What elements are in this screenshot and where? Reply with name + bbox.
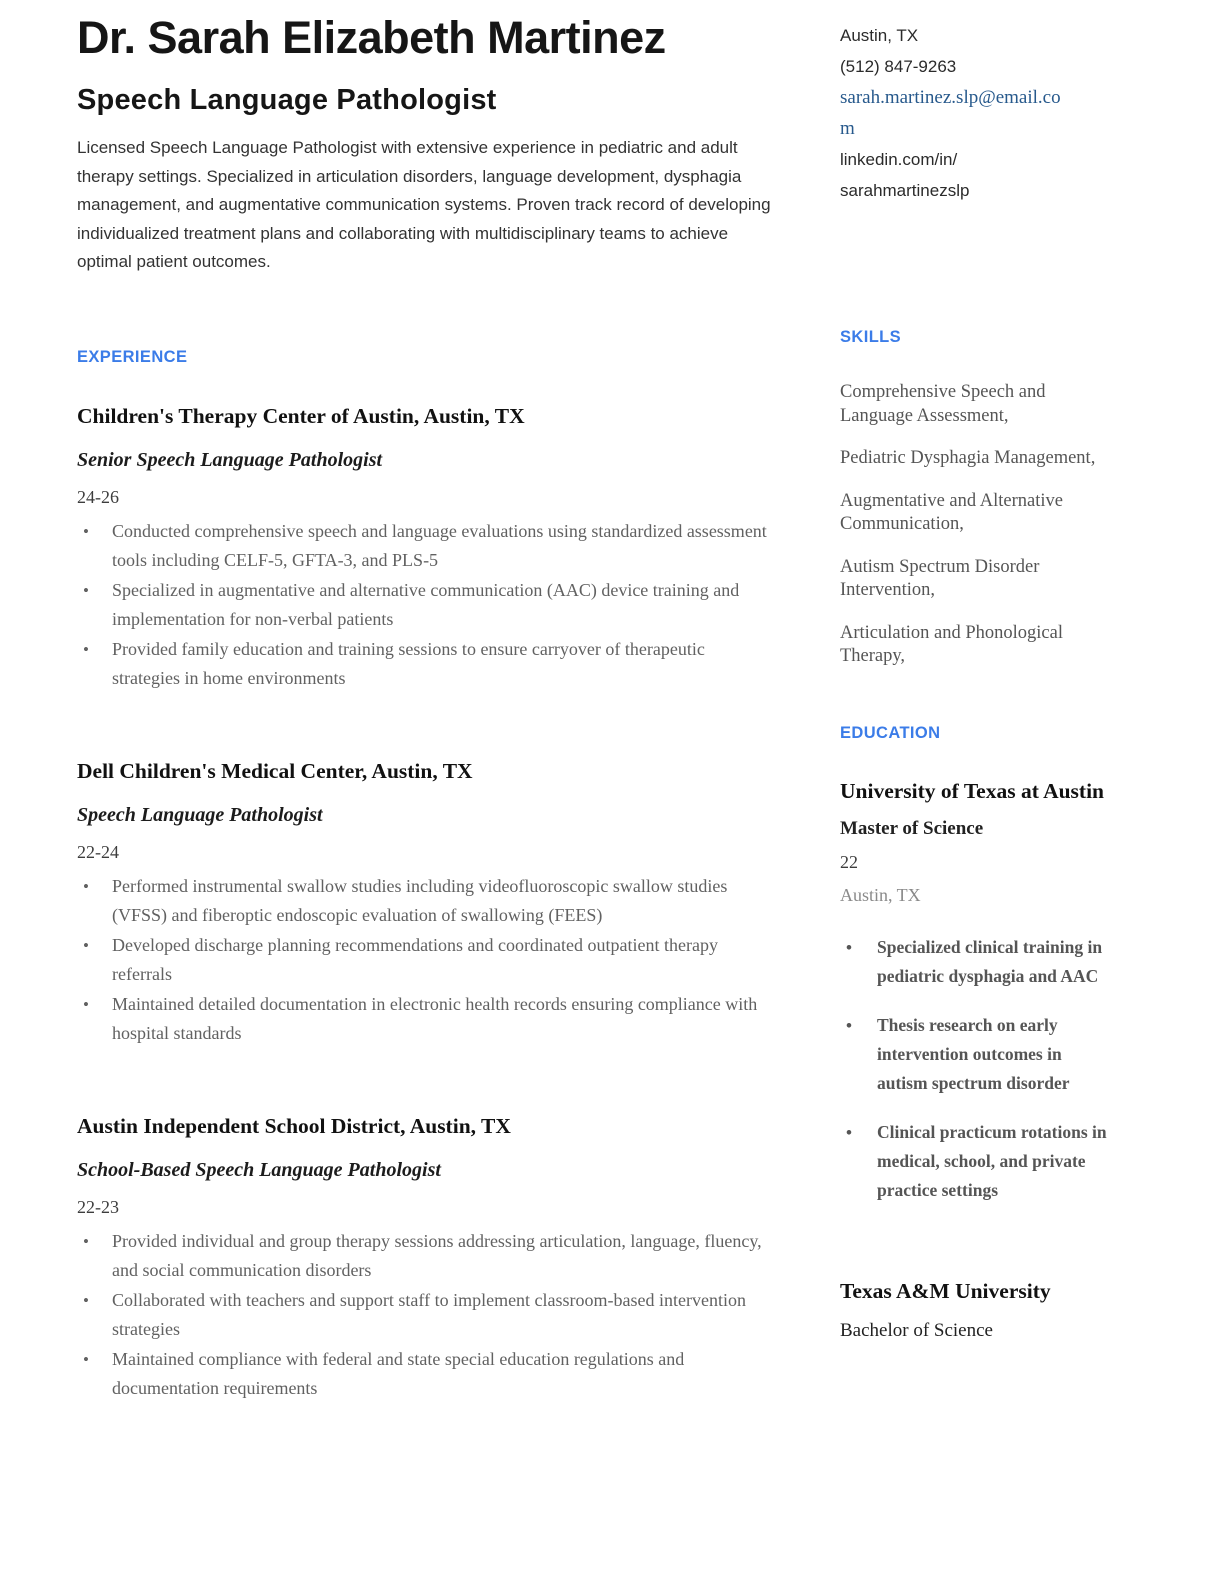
contact-phone: (512) 847-9263 [840,57,957,76]
contact-linkedin-handle: sarahmartinezslp [840,181,970,200]
school-location: Austin, TX [840,884,921,905]
job-bullet-list [77,872,787,1049]
job-company: Austin Independent School District, Austin, TX [77,1113,511,1138]
school-name: Texas A&M University [840,1278,1051,1303]
bullet-item: • Collaborated with teachers and support staff to implement classroom-based intervention strategies [77,1286,777,1345]
skill-item: Autism Spectrum Disorder Intervention, [840,556,1040,600]
job-title: School-Based Speech Language Pathologist [77,1158,441,1181]
bullet-item: • Specialized clinical training in pediatric dysphagia and AAC [840,933,1115,991]
bullet-item: • Clinical practicum rotations in medical, school, and private practice settings [840,1118,1115,1205]
school-year: 22 [840,851,858,872]
education-bullet-list [840,933,1115,1205]
bullet-item: • Thesis research on early intervention outcomes in autism spectrum disorder [840,1011,1115,1098]
school-entry [840,1277,1115,1343]
email-line[interactable]: m [840,118,855,139]
bullet-item: • Maintained compliance with federal and state special education regulations and documentation requirements [77,1345,777,1404]
school-entry [840,777,1115,1205]
job-title: Senior Speech Language Pathologist [77,448,383,471]
school-degree: Bachelor of Science [840,1319,993,1341]
job-company: Children's Therapy Center of Austin, Austin, TX [77,403,525,428]
email-line[interactable]: sarah.martinez.slp@email.co [840,87,1061,108]
profile-summary: Licensed Speech Language Pathologist with extensive experience in pediatric and adult therapy settings. Specialized in articulation disorders, language development, dysphagia management, and augmentative communication systems. Proven track record of developing individualized treatment plans and collaborating with multidisciplinary teams to achieve optimal patient outcomes. [77,138,771,271]
job-dates: 22-23 [77,1196,119,1217]
school-degree: Master of Science [840,817,984,839]
skill-item: Comprehensive Speech and Language Assessment, [840,382,1046,426]
main-column [77,0,787,1404]
skill-item: Pediatric Dysphagia Management, [840,448,1096,468]
contact-linkedin: linkedin.com/in/ [840,150,958,169]
bullet-item: • Specialized in augmentative and alternative communication (AAC) device training and implementation for non-verbal patients [77,576,777,635]
sidebar-column [840,0,1115,1343]
job-company: Dell Children's Medical Center, Austin, TX [77,758,473,783]
experience-heading: EXPERIENCE [77,347,188,366]
job-entry [77,758,787,1049]
school-name: University of Texas at Austin [840,778,1105,803]
job-title: Speech Language Pathologist [77,803,323,826]
bullet-item: • Provided family education and training sessions to ensure carryover of therapeutic strategies in home environments [77,635,777,694]
person-name: Dr. Sarah Elizabeth Martinez [77,12,666,63]
skills-heading: SKILLS [840,328,902,346]
job-dates: 24-26 [77,486,119,507]
bullet-item: • Performed instrumental swallow studies including videofluoroscopic swallow studies (VFSS) and fiberoptic endoscopic evaluation of swallowing (FEES) [77,872,777,931]
person-title: Speech Language Pathologist [77,84,497,116]
bullet-item: • Conducted comprehensive speech and language evaluations using standardized assessment tools including CELF-5, GFTA-3, and PLS-5 [77,517,777,576]
skill-item: Articulation and Phonological Therapy, [840,622,1063,666]
job-bullet-list [77,517,787,694]
bullet-item: • Developed discharge planning recommendations and coordinated outpatient therapy referrals [77,931,777,990]
job-entry [77,403,787,694]
job-bullet-list [77,1227,787,1404]
bullet-item: • Provided individual and group therapy sessions addressing articulation, language, fluency, and social communication disorders [77,1227,777,1286]
contact-location: Austin, TX [840,26,919,45]
contact-email-link[interactable] [840,82,1115,144]
bullet-item: • Maintained detailed documentation in electronic health records ensuring compliance with hospital standards [77,990,777,1049]
education-heading: EDUCATION [840,723,941,742]
contact-block [840,20,1115,206]
skill-item: Augmentative and Alternative Communication, [840,490,1063,534]
job-entry [77,1113,787,1404]
skills-list [840,381,1115,669]
job-dates: 22-24 [77,841,119,862]
